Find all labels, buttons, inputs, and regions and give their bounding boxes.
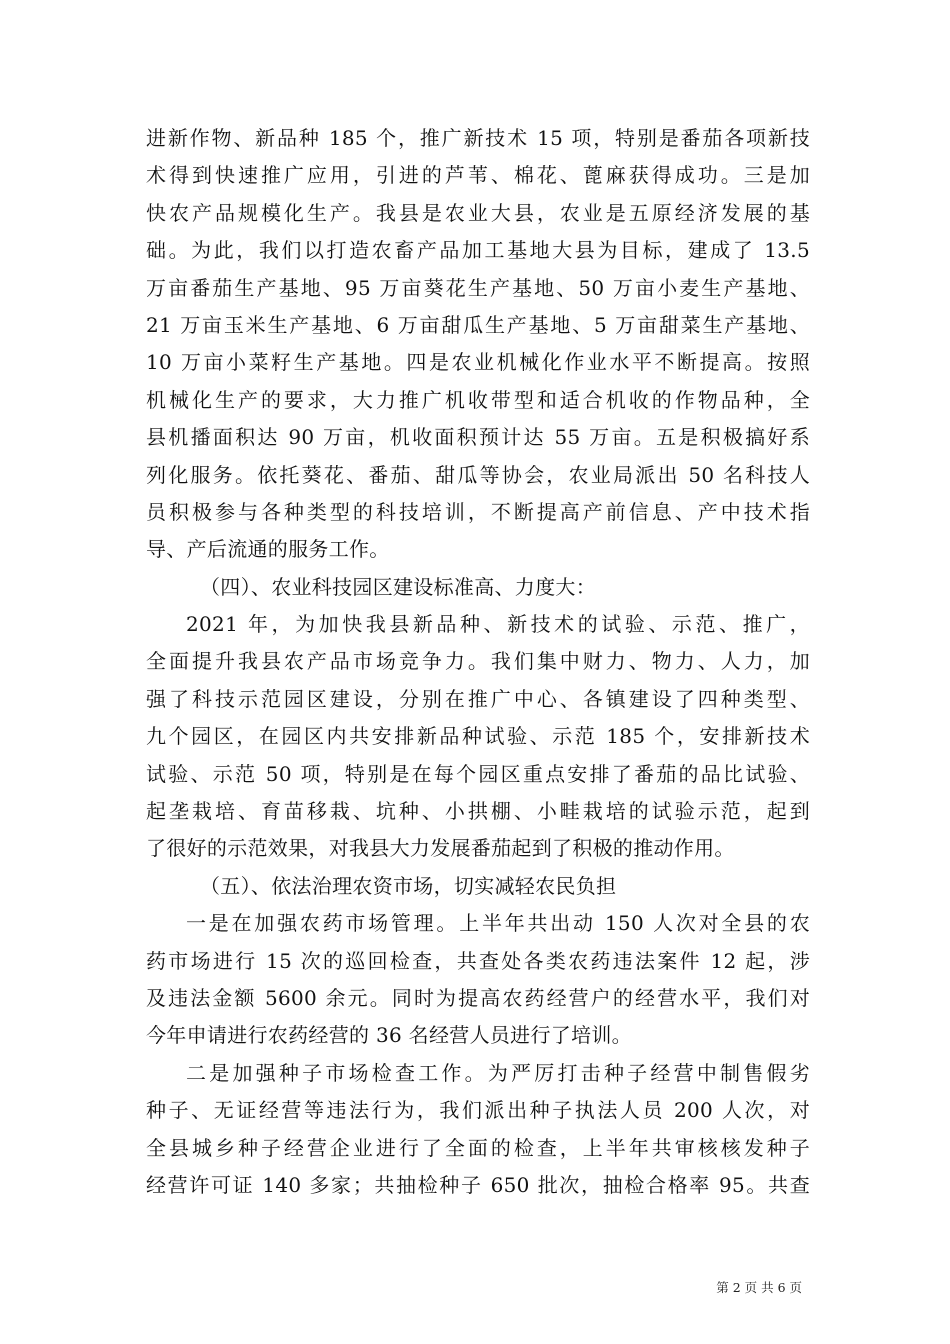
- text-line: 术得到快速推广应用，引进的芦苇、棉花、蓖麻获得成功。三是加: [146, 163, 810, 188]
- text-line: 了很好的示范效果，对我县大力发展番茄起到了积极的推动作用。: [146, 836, 735, 861]
- text-line: 列化服务。依托葵花、番茄、甜瓜等协会，农业局派出 50 名科技人: [146, 462, 810, 487]
- text-line: 今年申请进行农药经营的 36 名经营人员进行了培训。: [146, 1023, 632, 1048]
- text-line: 及违法金额 5600 余元。同时为提高农药经营户的经营水平，我们对: [146, 985, 810, 1010]
- text-line: 全县城乡种子经营企业进行了全面的检查，上半年共审核核发种子: [146, 1135, 810, 1160]
- text-line: 快农产品规模化生产。我县是农业大县，农业是五原经济发展的基: [146, 200, 810, 225]
- text-line: 机械化生产的要求，大力推广机收带型和适合机收的作物品种，全: [146, 387, 810, 412]
- text-line: 药市场进行 15 次的巡回检查，共查处各类农药违法案件 12 起，涉: [146, 948, 810, 973]
- text-line: 进新作物、新品种 185 个，推广新技术 15 项，特别是番茄各项新技: [146, 126, 810, 150]
- text-line: 万亩番茄生产基地、95 万亩葵花生产基地、50 万亩小麦生产基地、: [146, 275, 810, 300]
- section-heading: （五）、依法治理农资市场，切实减轻农民负担: [200, 873, 617, 898]
- text-line: 2021 年，为加快我县新品种、新技术的试验、示范、推广，: [186, 612, 810, 637]
- text-line: 二是加强种子市场检查工作。为严厉打击种子经营中制售假劣: [186, 1060, 810, 1085]
- text-line: 导、产后流通的服务工作。: [146, 537, 390, 562]
- text-line: 础。为此，我们以打造农畜产品加工基地大县为目标，建成了 13.5: [146, 238, 810, 263]
- text-line: 强了科技示范园区建设，分别在推广中心、各镇建设了四种类型、: [146, 686, 810, 711]
- text-line: 试验、示范 50 项，特别是在每个园区重点安排了番茄的品比试验、: [146, 761, 810, 786]
- body-text: [146, 120, 810, 1204]
- text-line: 经营许可证 140 多家；共抽检种子 650 批次，抽检合格率 95。共查: [146, 1172, 810, 1197]
- text-line: 21 万亩玉米生产基地、6 万亩甜瓜生产基地、5 万亩甜菜生产基地、: [146, 312, 810, 337]
- text-line: 一是在加强农药市场管理。上半年共出动 150 人次对全县的农: [186, 911, 810, 936]
- text-line: 种子、无证经营等违法行为，我们派出种子执法人员 200 人次，对: [146, 1098, 810, 1123]
- text-line: 起垄栽培、育苗移栽、坑种、小拱棚、小畦栽培的试验示范，起到: [146, 799, 810, 824]
- text-line: 员积极参与各种类型的科技培训，不断提高产前信息、产中技术指: [146, 499, 810, 524]
- section-heading: （四）、农业科技园区建设标准高、力度大：: [200, 574, 596, 599]
- text-line: 全面提升我县农产品市场竞争力。我们集中财力、物力、人力，加: [146, 649, 810, 674]
- page-number: 第 2 页 共 6 页: [716, 1280, 802, 1295]
- text-line: 九个园区，在园区内共安排新品种试验、示范 185 个，安排新技术: [146, 724, 810, 749]
- text-line: 县机播面积达 90 万亩，机收面积预计达 55 万亩。五是积极搞好系: [146, 425, 810, 450]
- text-line: 10 万亩小菜籽生产基地。四是农业机械化作业水平不断提高。按照: [146, 350, 810, 375]
